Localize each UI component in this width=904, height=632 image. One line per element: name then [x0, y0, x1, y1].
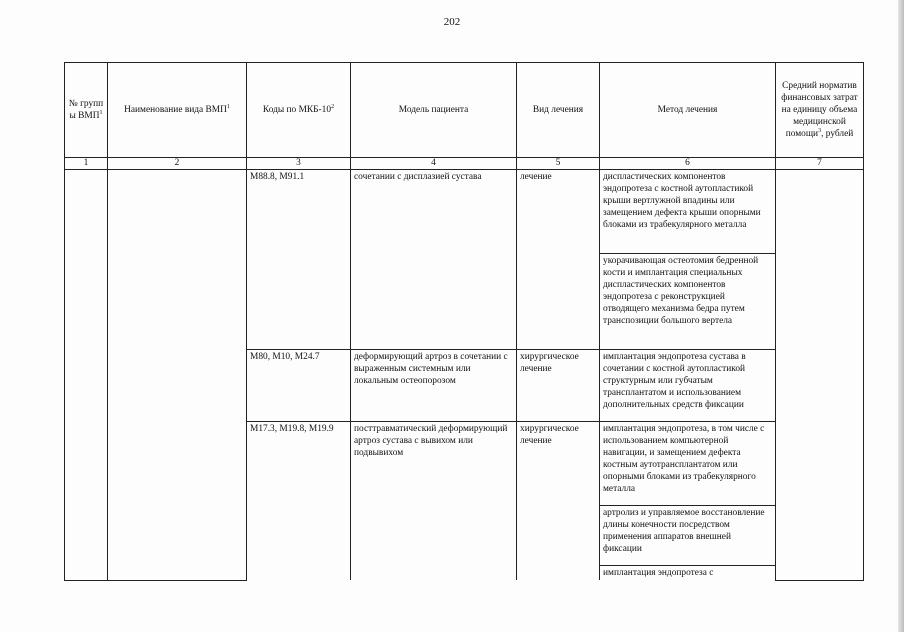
treatment-method-cell: укорачивающая остеотомия бедренной кости и имплантация специальных диспластических компонентов эндопротеза с реконструкцией отводящего механизма бедра путем транспозиции большого вертела	[600, 254, 776, 350]
group-number-cell	[65, 170, 108, 581]
patient-model-cell: посттравматический деформирующий артроз сустава с вывихом или подвывихом	[351, 422, 517, 581]
column-number: 1	[65, 158, 108, 170]
header-icd-codes: Коды по МКБ-$10^2$	[247, 63, 351, 158]
treatment-method-cell: имплантация эндопротеза с	[600, 566, 776, 581]
patient-model-cell: деформирующий артроз в сочетании с выраженным системным или локальным остеопорозом	[351, 350, 517, 422]
patient-model-cell: сочетании с дисплазией сустава	[351, 170, 517, 350]
header-group-number: № групп ы ВМП$^1$	[65, 63, 108, 158]
column-number: 7	[776, 158, 864, 170]
page-number: 202	[443, 16, 461, 28]
header-financial-norm: Средний норматив финансовых затрат на единицу объема медицинской помощи$^3$, рублей	[776, 63, 864, 158]
icd-codes-cell: M80, M10, M24.7	[247, 350, 351, 422]
treatment-method-cell: диспластических компонентов эндопротеза с костной аутопластикой крыши вертлужной впадины или замещением дефекта крыши опорными блоками из трабекулярного металла	[600, 170, 776, 254]
scan-edge	[898, 0, 904, 632]
treatment-method-cell: имплантация эндопротеза, в том числе с использованием компьютерной навигации, и замещением дефекта костным аутотрансплантатом или опорными блоками из трабекулярного металла	[600, 422, 776, 506]
treatment-type-cell: лечение	[517, 170, 600, 350]
treatment-type-cell: хирургическое лечение	[517, 422, 600, 581]
icd-codes-cell: M88.8, M91.1	[247, 170, 351, 350]
vmp-name-cell	[108, 170, 247, 581]
header-patient-model: Модель пациента	[351, 63, 517, 158]
column-number: 3	[247, 158, 351, 170]
column-number-row	[65, 158, 864, 170]
header-row	[65, 63, 864, 158]
treatment-method-cell: артролиз и управляемое восстановление длины конечности посредством применения аппаратов внешней фиксации	[600, 506, 776, 566]
column-number: 4	[351, 158, 517, 170]
treatment-type-cell: хирургическое лечение	[517, 350, 600, 422]
icd-codes-cell: M17.3, M19.8, M19.9	[247, 422, 351, 581]
treatment-method-cell: имплантация эндопротеза сустава в сочетании с костной аутопластикой структурным или губчатым трансплантатом и использованием дополнительных средств фиксации	[600, 350, 776, 422]
header-vmp-name: Наименование вида ВМП$^1$	[108, 63, 247, 158]
vmp-table	[64, 62, 864, 581]
column-number: 2	[108, 158, 247, 170]
header-treatment-method: Метод лечения	[600, 63, 776, 158]
column-number: 5	[517, 158, 600, 170]
column-number: 6	[600, 158, 776, 170]
table-row	[65, 170, 864, 254]
header-treatment-type: Вид лечения	[517, 63, 600, 158]
financial-norm-cell	[776, 170, 864, 581]
